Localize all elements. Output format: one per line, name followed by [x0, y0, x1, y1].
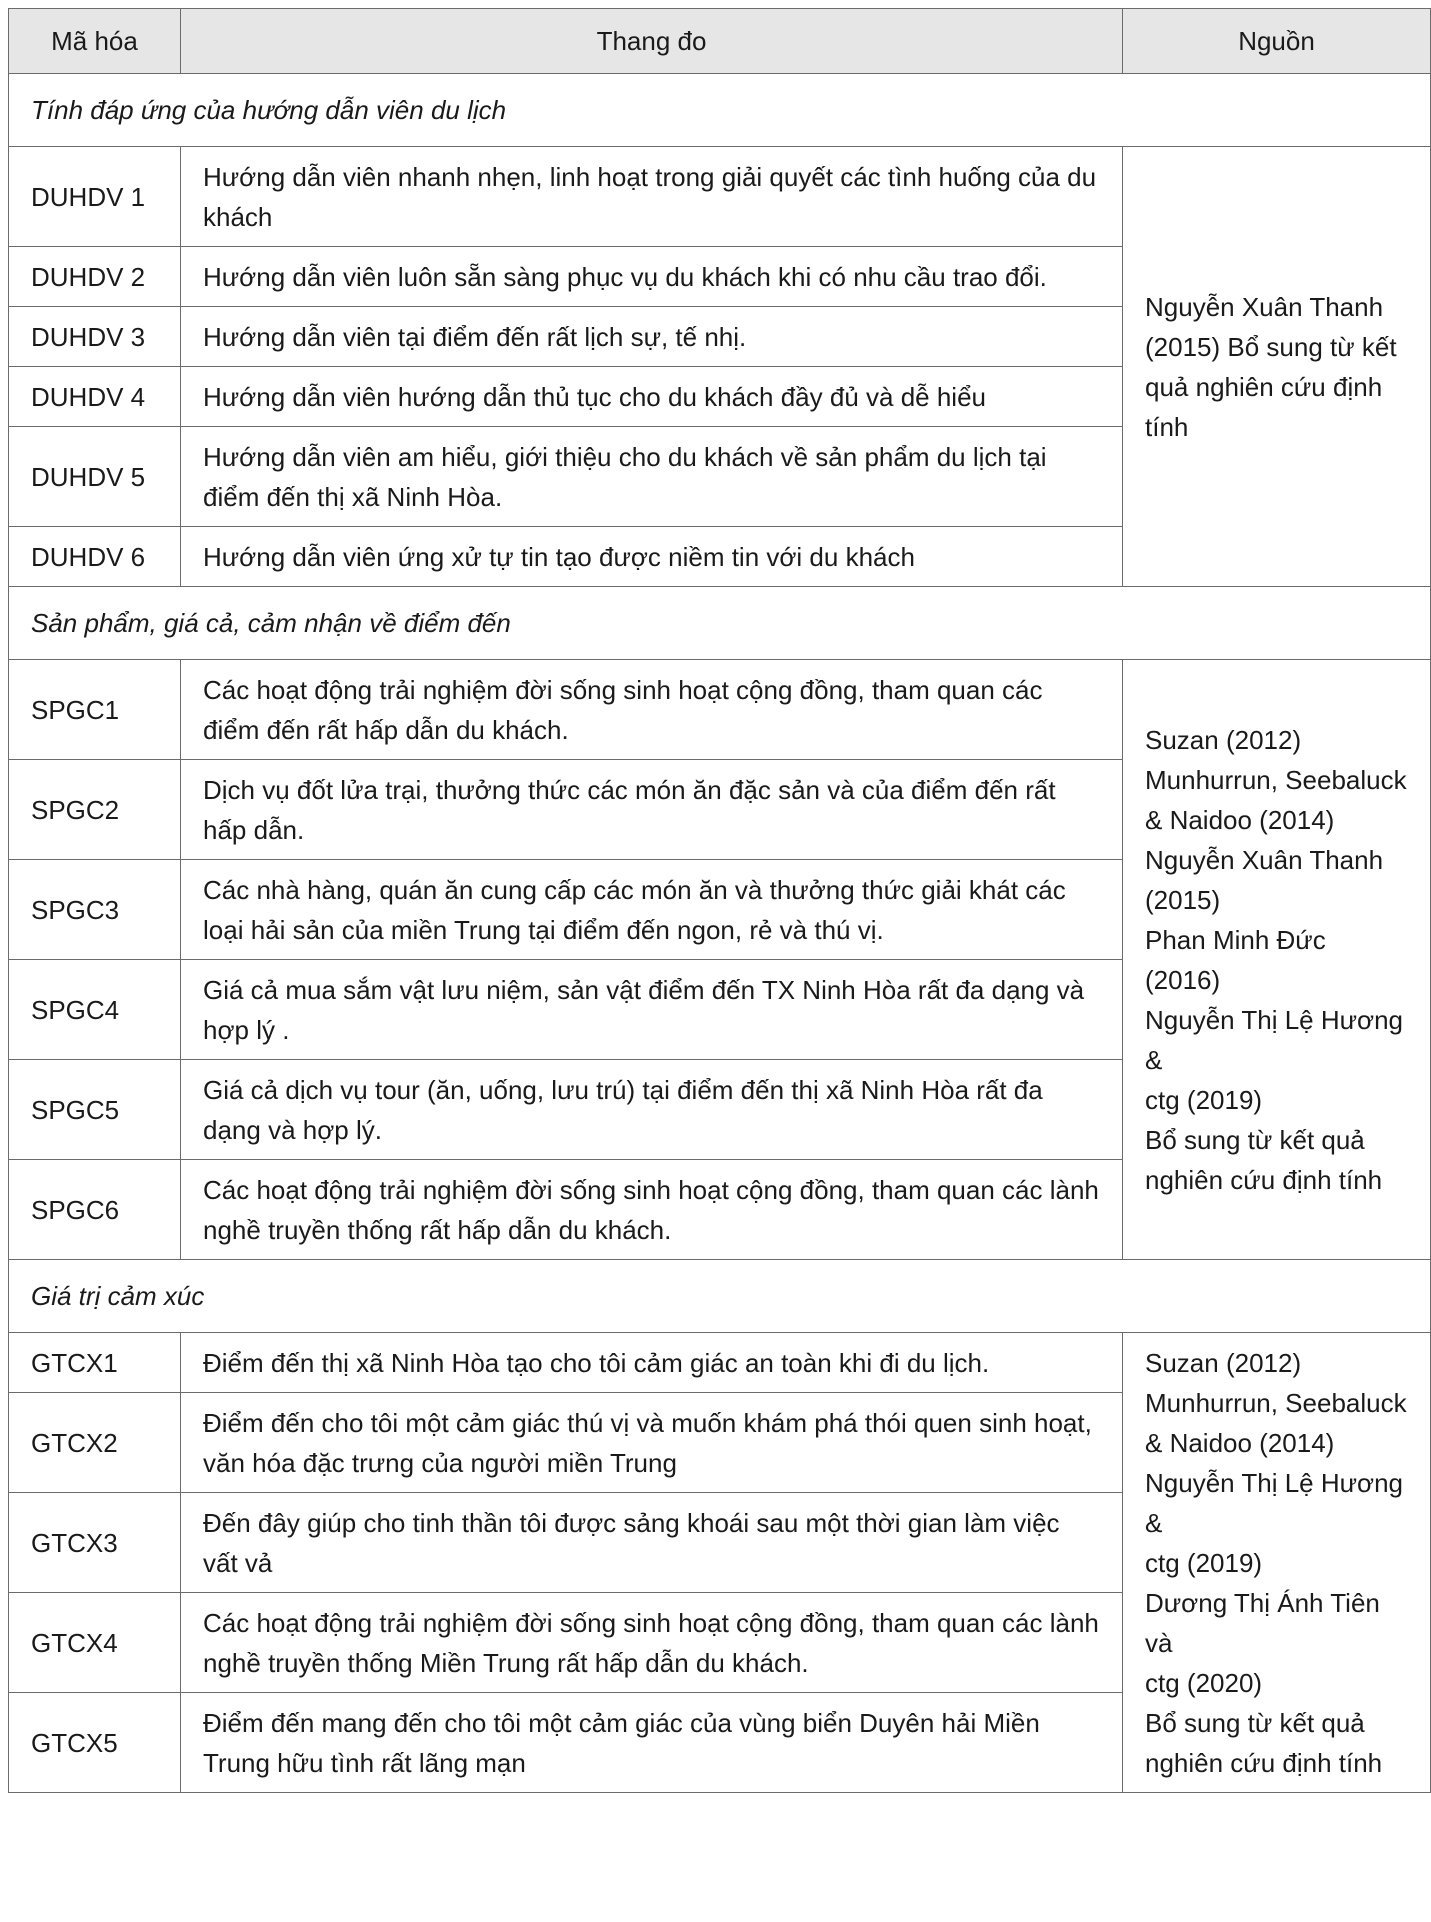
item-code: DUHDV 1 — [9, 147, 181, 247]
item-text: Điểm đến thị xã Ninh Hòa tạo cho tôi cảm giác an toàn khi đi du lịch. — [181, 1333, 1123, 1393]
source-line: Nguyễn Thị Lệ Hương & — [1145, 1004, 1404, 1075]
item-code: GTCX3 — [9, 1493, 181, 1593]
source-line: (2015) Bổ sung từ kết — [1145, 331, 1397, 362]
item-text: Dịch vụ đốt lửa trại, thưởng thức các món ăn đặc sản và của điểm đến rất hấp dẫn. — [181, 760, 1123, 860]
source-line: Suzan (2012) — [1145, 724, 1302, 755]
source-cell — [1123, 1333, 1431, 1793]
source-line: Munhurrun, Seebaluck — [1145, 1387, 1407, 1418]
item-text: Hướng dẫn viên ứng xử tự tin tạo được niềm tin với du khách — [181, 527, 1123, 587]
header-row — [9, 9, 1431, 74]
source-line: & Naidoo (2014) — [1145, 1427, 1335, 1458]
item-text: Hướng dẫn viên nhanh nhẹn, linh hoạt trong giải quyết các tình huống của du khách — [181, 147, 1123, 247]
item-text: Hướng dẫn viên hướng dẫn thủ tục cho du khách đầy đủ và dễ hiểu — [181, 367, 1123, 427]
source-line: ctg (2019) — [1145, 1547, 1263, 1578]
section-title: Giá trị cảm xúc — [9, 1260, 1431, 1333]
item-text: Các hoạt động trải nghiệm đời sống sinh hoạt cộng đồng, tham quan các lành nghề truyền thống rất hấp dẫn du khách. — [181, 1160, 1123, 1260]
section-row — [9, 587, 1431, 660]
item-text: Hướng dẫn viên luôn sẵn sàng phục vụ du khách khi có nhu cầu trao đổi. — [181, 247, 1123, 307]
item-text: Hướng dẫn viên tại điểm đến rất lịch sự, tế nhị. — [181, 307, 1123, 367]
item-text: Giá cả mua sắm vật lưu niệm, sản vật điểm đến TX Ninh Hòa rất đa dạng và hợp lý . — [181, 960, 1123, 1060]
header-scale: Thang đo — [181, 9, 1123, 74]
source-line: nghiên cứu định tính — [1145, 1164, 1383, 1195]
source-line: Dương Thị Ánh Tiên và — [1145, 1587, 1380, 1658]
item-text: Đến đây giúp cho tinh thần tôi được sảng khoái sau một thời gian làm việc vất vả — [181, 1493, 1123, 1593]
section-title: Sản phẩm, giá cả, cảm nhận về điểm đến — [9, 587, 1431, 660]
item-text: Các hoạt động trải nghiệm đời sống sinh hoạt cộng đồng, tham quan các lành nghề truyền thống Miền Trung rất hấp dẫn du khách. — [181, 1593, 1123, 1693]
item-text: Các hoạt động trải nghiệm đời sống sinh hoạt cộng đồng, tham quan các điểm đến rất hấp dẫn du khách. — [181, 660, 1123, 760]
item-text: Các nhà hàng, quán ăn cung cấp các món ăn và thưởng thức giải khát các loại hải sản của miền Trung tại điểm đến ngon, rẻ và thú vị. — [181, 860, 1123, 960]
section-row — [9, 74, 1431, 147]
source-line: ctg (2019) — [1145, 1084, 1263, 1115]
source-line: Nguyễn Xuân Thanh — [1145, 291, 1384, 322]
item-code: SPGC5 — [9, 1060, 181, 1160]
table-row — [9, 147, 1431, 247]
item-code: GTCX2 — [9, 1393, 181, 1493]
item-code: DUHDV 2 — [9, 247, 181, 307]
source-line: quả nghiên cứu định tính — [1145, 371, 1383, 442]
item-code: DUHDV 4 — [9, 367, 181, 427]
item-code: SPGC3 — [9, 860, 181, 960]
item-code: SPGC4 — [9, 960, 181, 1060]
item-text: Điểm đến mang đến cho tôi một cảm giác của vùng biển Duyên hải Miền Trung hữu tình rất lãng mạn — [181, 1693, 1123, 1793]
source-line: Suzan (2012) — [1145, 1347, 1302, 1378]
item-code: SPGC6 — [9, 1160, 181, 1260]
item-code: SPGC2 — [9, 760, 181, 860]
header-source: Nguồn — [1123, 9, 1431, 74]
table-body — [9, 74, 1431, 1793]
item-code: DUHDV 3 — [9, 307, 181, 367]
source-line: Bổ sung từ kết quả — [1145, 1124, 1365, 1155]
source-line: Nguyễn Xuân Thanh — [1145, 844, 1384, 875]
item-code: GTCX1 — [9, 1333, 181, 1393]
item-code: SPGC1 — [9, 660, 181, 760]
item-code: DUHDV 5 — [9, 427, 181, 527]
source-line: Munhurrun, Seebaluck — [1145, 764, 1407, 795]
section-row — [9, 1260, 1431, 1333]
item-code: GTCX4 — [9, 1593, 181, 1693]
table-row — [9, 1333, 1431, 1393]
item-text: Hướng dẫn viên am hiểu, giới thiệu cho du khách về sản phẩm du lịch tại điểm đến thị xã Ninh Hòa. — [181, 427, 1123, 527]
measurement-scale-table — [8, 8, 1431, 1793]
section-title: Tính đáp ứng của hướng dẫn viên du lịch — [9, 74, 1431, 147]
source-line: Nguyễn Thị Lệ Hương & — [1145, 1467, 1404, 1538]
source-line: Bổ sung từ kết quả — [1145, 1707, 1365, 1738]
item-code: GTCX5 — [9, 1693, 181, 1793]
source-line: nghiên cứu định tính — [1145, 1747, 1383, 1778]
source-cell — [1123, 660, 1431, 1260]
item-text: Giá cả dịch vụ tour (ăn, uống, lưu trú) tại điểm đến thị xã Ninh Hòa rất đa dạng và hợp lý. — [181, 1060, 1123, 1160]
table-row — [9, 660, 1431, 760]
item-code: DUHDV 6 — [9, 527, 181, 587]
source-line: (2015) — [1145, 884, 1221, 915]
source-cell — [1123, 147, 1431, 587]
header-code: Mã hóa — [9, 9, 181, 74]
source-line: Phan Minh Đức (2016) — [1145, 924, 1326, 995]
item-text: Điểm đến cho tôi một cảm giác thú vị và muốn khám phá thói quen sinh hoạt, văn hóa đặc trưng của người miền Trung — [181, 1393, 1123, 1493]
source-line: & Naidoo (2014) — [1145, 804, 1335, 835]
source-line: ctg (2020) — [1145, 1667, 1263, 1698]
